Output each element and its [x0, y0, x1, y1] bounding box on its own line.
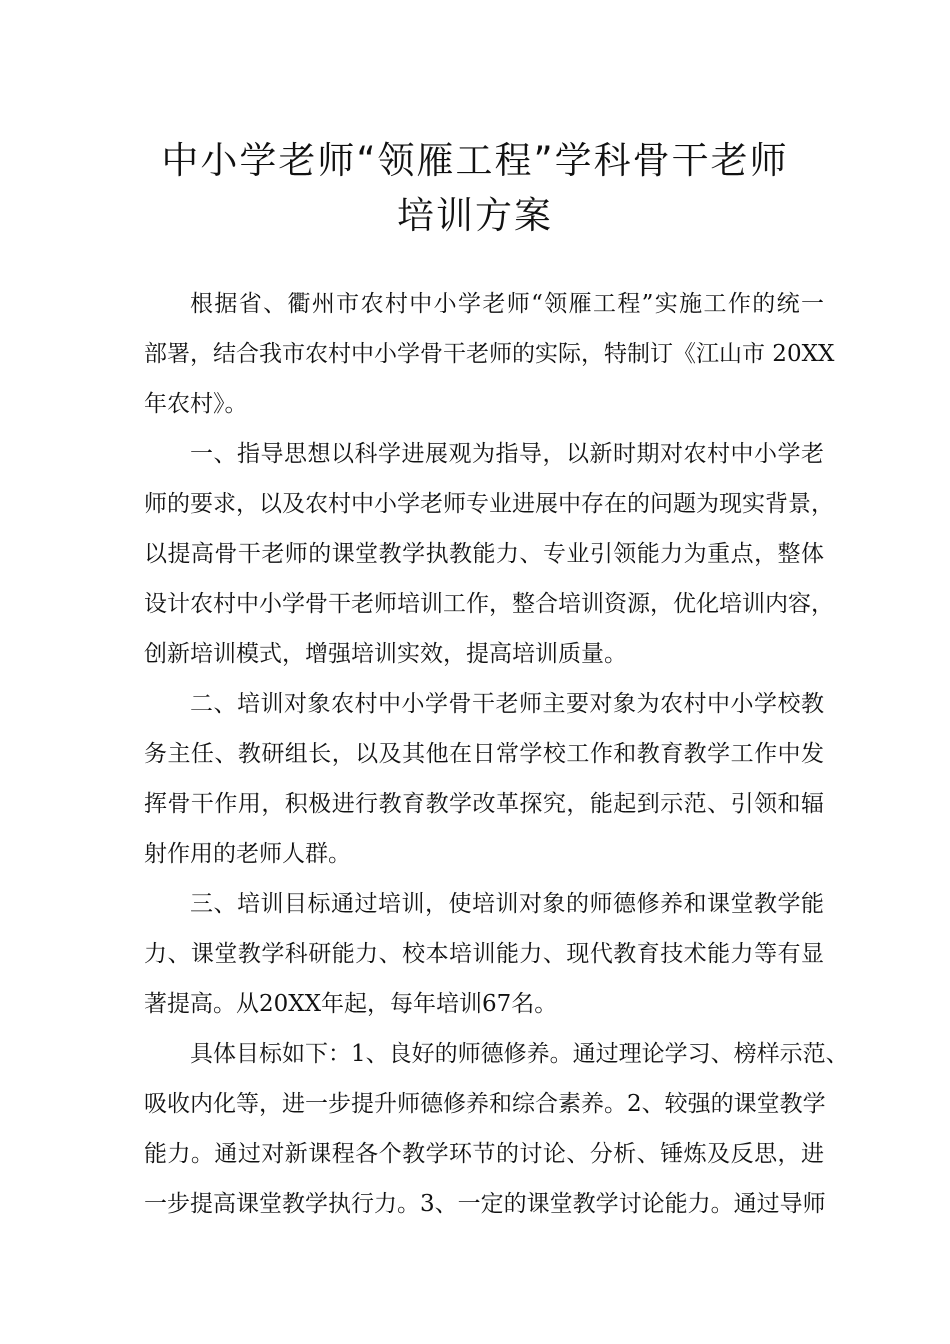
- paragraph-line: 师的要求，以及农村中小学老师专业进展中存在的问题为现实背景，: [144, 491, 834, 517]
- paragraph-line: 根据省、衢州市农村中小学老师“领雁工程”实施工作的统一: [190, 291, 824, 317]
- paragraph-line: 挥骨干作用，积极进行教育教学改革探究，能起到示范、引领和辐: [144, 791, 824, 817]
- paragraph-line: 以提高骨干老师的课堂教学执教能力、专业引领能力为重点，整体: [144, 541, 824, 567]
- paragraph-line: 二、培训对象农村中小学骨干老师主要对象为农村中小学校教: [190, 691, 824, 717]
- paragraph-line: 著提高。从20XX年起，每年培训67名。: [144, 991, 558, 1017]
- paragraph-line: 射作用的老师人群。: [144, 841, 351, 867]
- paragraph-line: 具体目标如下：1、良好的师德修养。通过理论学习、榜样示范、: [190, 1041, 849, 1067]
- document-title-line-1: 中小学老师“领雁工程”学科骨干老师: [161, 139, 789, 182]
- document-title-line-2: 培训方案: [397, 194, 553, 237]
- paragraph-line: 年农村》。: [144, 391, 248, 417]
- paragraph-line: 力、课堂教学科研能力、校本培训能力、现代教育技术能力等有显: [144, 941, 824, 967]
- paragraph-line: 部署，结合我市农村中小学骨干老师的实际，特制订《江山市 20XX: [144, 341, 835, 367]
- paragraph-line: 吸收内化等，进一步提升师德修养和综合素养。2、较强的课堂教学: [144, 1091, 826, 1117]
- paragraph-line: 三、培训目标通过培训，使培训对象的师德修养和课堂教学能: [190, 891, 824, 917]
- paragraph-line: 一、指导思想以科学进展观为指导，以新时期对农村中小学老: [190, 441, 824, 467]
- paragraph-line: 务主任、教研组长，以及其他在日常学校工作和教育教学工作中发: [144, 741, 824, 767]
- paragraph-line: 能力。通过对新课程各个教学环节的讨论、分析、锤炼及反思，进: [144, 1141, 824, 1167]
- paragraph-line: 设计农村中小学骨干老师培训工作，整合培训资源，优化培训内容，: [144, 591, 834, 617]
- paragraph-line: 一步提高课堂教学执行力。3、一定的课堂教学讨论能力。通过导师: [144, 1191, 826, 1217]
- paragraph-line: 创新培训模式，增强培训实效，提高培训质量。: [144, 641, 627, 667]
